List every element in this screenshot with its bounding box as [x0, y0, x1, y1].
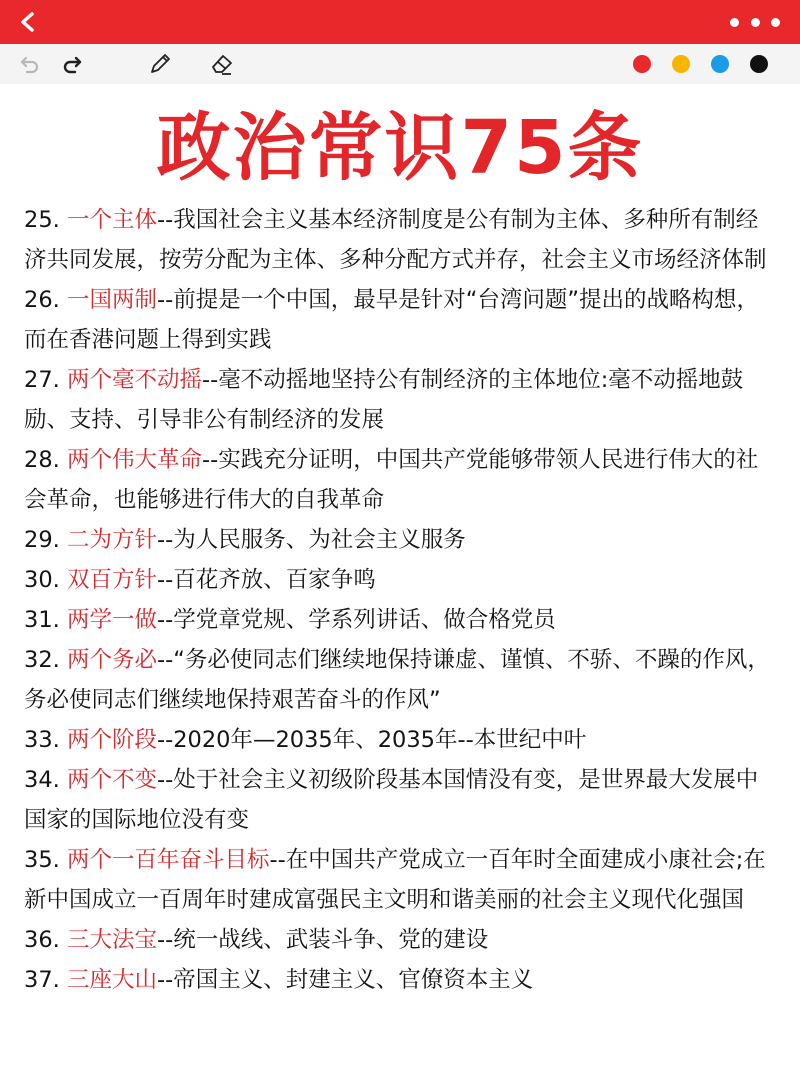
item-number: 37. [24, 967, 67, 993]
more-options-button[interactable] [730, 8, 780, 36]
item-number: 33. [24, 727, 67, 753]
item-term: 两个务必 [66, 647, 157, 673]
item-number: 36. [24, 927, 67, 953]
list-item [24, 920, 780, 960]
color-yellow-swatch[interactable] [672, 55, 690, 73]
item-term: 三大法宝 [66, 927, 157, 953]
item-term: 两个阶段 [66, 727, 157, 753]
item-term: 三座大山 [66, 967, 157, 993]
eraser-icon [209, 51, 235, 77]
item-number: 28. [24, 447, 67, 473]
item-number: 35. [24, 847, 67, 873]
item-description: --“务必使同志们继续地保持谦虚、谨慎、不骄、不躁的作风，务必使同志们继续地保持艰苦奋斗的作风” [24, 647, 770, 713]
color-blue-swatch[interactable] [711, 55, 729, 73]
item-description: --实践充分证明，中国共产党能够带领人民进行伟大的社会革命，也能够进行伟大的自我革命 [24, 447, 759, 513]
item-number: 30. [24, 567, 67, 593]
top-bar [0, 0, 800, 44]
chevron-left-icon [17, 11, 39, 33]
item-number: 29. [24, 527, 67, 553]
item-number: 32. [24, 647, 67, 673]
item-term: 两个一百年奋斗目标 [66, 847, 270, 873]
color-black-swatch[interactable] [750, 55, 768, 73]
item-number: 27. [24, 367, 67, 393]
item-term: 双百方针 [66, 567, 157, 593]
pencil-icon [147, 51, 173, 77]
redo-icon [60, 52, 84, 76]
item-description: --我国社会主义基本经济制度是公有制为主体、多种所有制经济共同发展，按劳分配为主体、多种分配方式并存，社会主义市场经济体制 [24, 207, 767, 273]
undo-icon [18, 52, 42, 76]
item-term: 二为方针 [66, 527, 157, 553]
item-description: --前提是一个中国，最早是针对“台湾问题”提出的战略构想，而在香港问题上得到实践 [24, 287, 760, 353]
item-description: --处于社会主义初级阶段基本国情没有变，是世界最大发展中国家的国际地位没有变 [24, 767, 759, 833]
item-description: --百花齐放、百家争鸣 [156, 567, 376, 593]
color-red-swatch[interactable] [633, 55, 651, 73]
item-number: 31. [24, 607, 67, 633]
list-item [24, 280, 780, 360]
item-description: --2020年—2035年、2035年--本世纪中叶 [156, 727, 587, 753]
item-description: --毫不动摇地坚持公有制经济的主体地位:毫不动摇地鼓励、支持、引导非公有制经济的发展 [24, 367, 744, 433]
list-item [24, 200, 780, 280]
more-dot-icon [751, 18, 760, 27]
pen-tool-button[interactable] [146, 50, 174, 78]
item-number: 25. [24, 207, 67, 233]
more-dot-icon [771, 18, 780, 27]
undo-button[interactable] [16, 50, 44, 78]
list-item [24, 360, 780, 440]
item-term: 两个伟大革命 [66, 447, 202, 473]
page-title: 政治常识75条 [156, 105, 644, 191]
list-item [24, 600, 780, 640]
item-term: 两个不变 [66, 767, 157, 793]
redo-button[interactable] [58, 50, 86, 78]
item-term: 一个主体 [66, 207, 157, 233]
item-description: --统一战线、武装斗争、党的建设 [156, 927, 489, 953]
more-dot-icon [730, 18, 739, 27]
list-item [24, 840, 780, 920]
item-term: 一国两制 [66, 287, 157, 313]
list-item [24, 640, 780, 720]
item-number: 34. [24, 767, 67, 793]
list-item [24, 720, 780, 760]
item-description: --学党章党规、学系列讲话、做合格党员 [156, 607, 556, 633]
item-description: --帝国主义、封建主义、官僚资本主义 [156, 967, 534, 993]
list-item [24, 520, 780, 560]
list-item [24, 760, 780, 840]
item-term: 两学一做 [66, 607, 157, 633]
list-item [24, 440, 780, 520]
item-number: 26. [24, 287, 67, 313]
item-description: --在中国共产党成立一百年时全面建成小康社会;在新中国成立一百周年时建成富强民主文明和谐美丽的社会主义现代化强国 [24, 847, 766, 913]
item-description: --为人民服务、为社会主义服务 [156, 527, 466, 553]
item-list [24, 200, 780, 1000]
eraser-tool-button[interactable] [208, 50, 236, 78]
item-term: 两个毫不动摇 [66, 367, 202, 393]
list-item [24, 960, 780, 1000]
back-button[interactable] [12, 6, 44, 38]
list-item [24, 560, 780, 600]
